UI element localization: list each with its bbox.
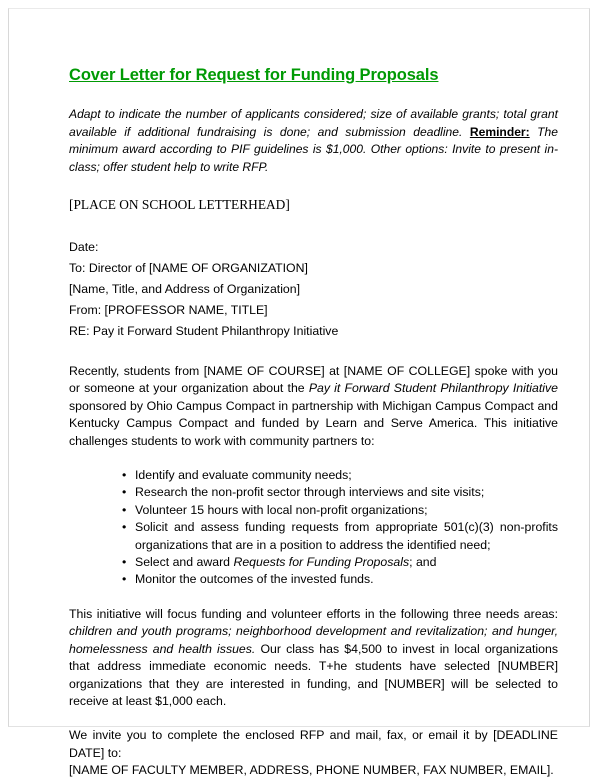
page-title: Cover Letter for Request for Funding Proposals — [69, 66, 439, 84]
initiative-name: Pay it Forward Student Philanthropy Initiative — [308, 381, 558, 396]
list-item — [69, 554, 558, 571]
paragraph-intro — [69, 363, 558, 450]
document-page — [8, 8, 590, 778]
bullet-icon: • — [122, 555, 127, 570]
list-item — [69, 502, 558, 519]
list-item-text: Volunteer 15 hours with local non-profit organizations; — [135, 502, 428, 517]
list-item-text: Monitor the outcomes of the invested funds. — [135, 572, 374, 587]
closing-line-contact: [NAME OF FACULTY MEMBER, ADDRESS, PHONE NUMBER, FAX NUMBER, EMAIL]. — [69, 763, 554, 778]
list-item — [69, 467, 558, 484]
paragraph-focus-part2: Our class has $4,500 to invest in local organizations that address immediate economic needs. T+he students have selected [NUMBER] organizations that they are interested in funding, and [NUMBER] will be selected to receive at least $1,000 each. — [69, 641, 558, 708]
list-item-text-part2: ; and — [409, 555, 437, 570]
closing-paragraph — [69, 727, 558, 779]
paragraph-intro-part2: sponsored by Ohio Campus Compact in partnership with Michigan Campus Compact and Kentucky Campus Compact and funded by Learn and Serve America. This initiative challenges students to work with community partners to: — [69, 398, 558, 448]
list-item-text-part1: Select and award — [135, 555, 234, 570]
bullet-icon: • — [122, 468, 127, 483]
bullet-icon: • — [122, 572, 127, 587]
bullet-icon: • — [122, 520, 127, 535]
paragraph-focus-areas — [69, 606, 558, 710]
paragraph-focus-part1: This initiative will focus funding and volunteer efforts in the following three needs areas: — [69, 606, 558, 621]
recipient-line: To: Director of [NAME OF ORGANIZATION] — [69, 261, 308, 275]
needs-areas: children and youth programs; neighborhood development and revitalization; and hunger, homelessness and health issues. — [69, 624, 558, 656]
reminder-label: Reminder: — [469, 124, 530, 139]
list-item — [69, 519, 558, 554]
list-item-text: Research the non-profit sector through interviews and site visits; — [135, 485, 485, 500]
date-line: Date: — [69, 240, 99, 254]
instructional-note-part2: The minimum award according to PIF guidelines is $1,000. Other options: Invite to present in-class; offer student help to write RFP. — [69, 124, 558, 174]
list-item — [69, 484, 558, 501]
subject-line: RE: Pay it Forward Student Philanthropy Initiative — [69, 324, 339, 338]
list-item-text: Solicit and assess funding requests from appropriate 501(c)(3) non-profits organizations that are in a position to address the identified need; — [135, 520, 558, 552]
closing-line-invitation: We invite you to complete the enclosed RFP and mail, fax, or email it by [DEADLINE DATE] to: — [69, 728, 558, 760]
instructional-note-part1: Adapt to indicate the number of applicants considered; size of available grants; total grant available if additional fundraising is done; and submission deadline. — [69, 107, 558, 139]
initiative-goals-list — [69, 467, 558, 589]
sender-line: From: [PROFESSOR NAME, TITLE] — [69, 303, 268, 317]
rfp-title: Requests for Funding Proposals — [233, 555, 410, 570]
bullet-icon: • — [122, 502, 127, 517]
letterhead-placeholder: [PLACE ON SCHOOL LETTERHEAD] — [69, 197, 290, 212]
document-body — [69, 65, 558, 780]
paragraph-intro-part1: Recently, students from [NAME OF COURSE] at [NAME OF COLLEGE] spoke with you or someone at your organization about the — [69, 364, 558, 396]
instructional-note — [69, 106, 558, 176]
list-item — [69, 571, 558, 588]
list-item-text: Identify and evaluate community needs; — [135, 468, 352, 483]
organization-address-line: [Name, Title, and Address of Organization] — [69, 282, 301, 296]
letter-header-block — [69, 237, 558, 342]
bullet-icon: • — [122, 485, 127, 500]
